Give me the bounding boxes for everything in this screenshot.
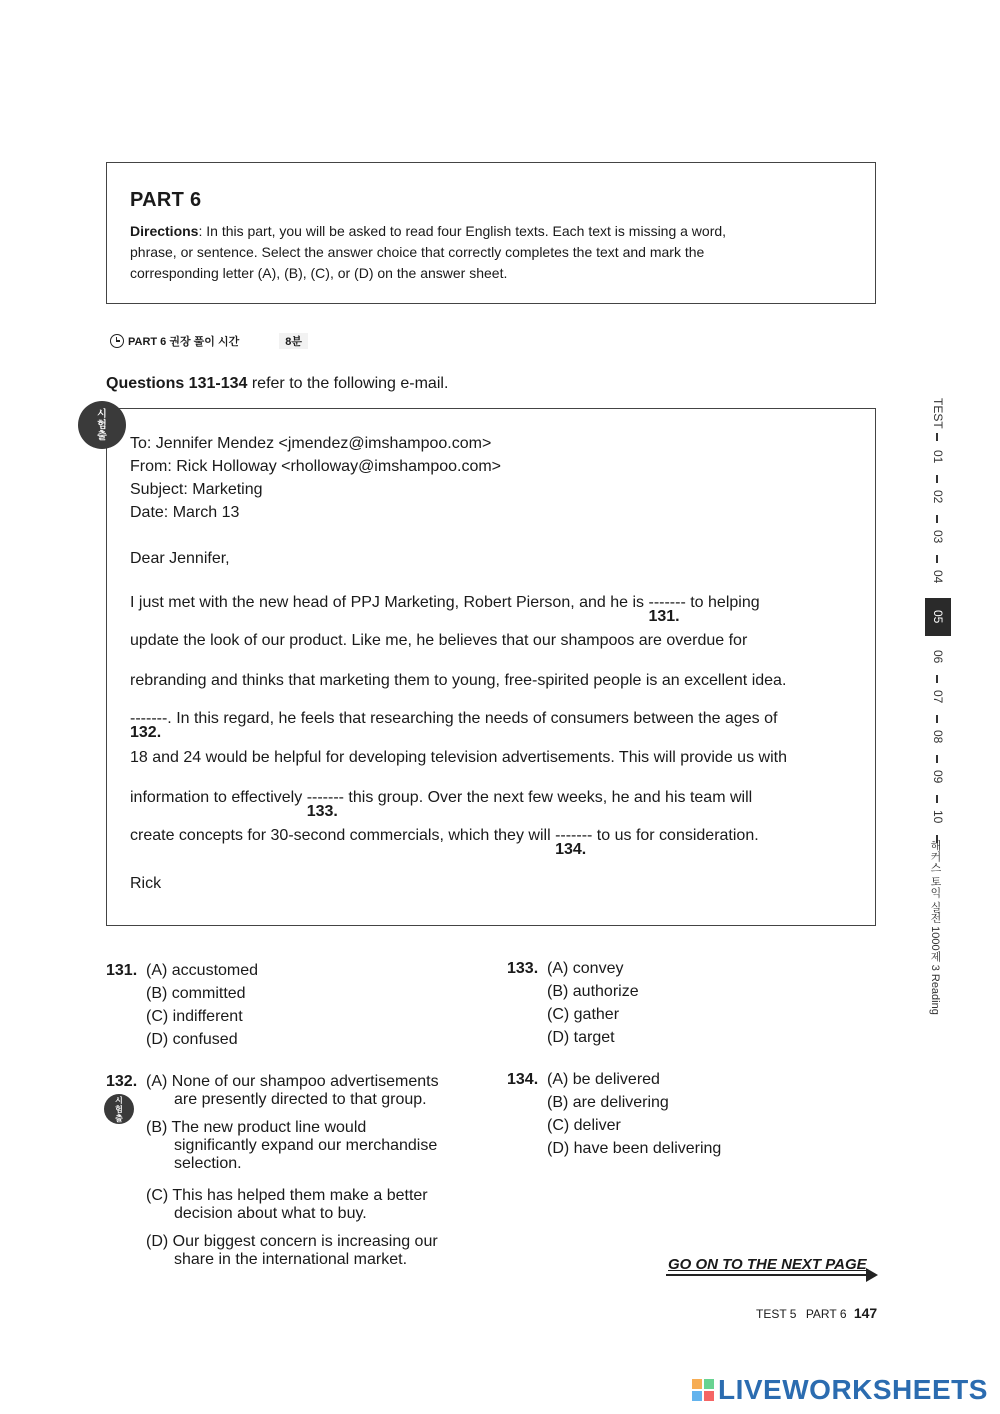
q132-choice-c[interactable]	[146, 1187, 428, 1223]
go-next-page-text: GO ON TO THE NEXT PAGE	[668, 1256, 867, 1273]
tab-divider	[936, 715, 938, 723]
body-text: . In this regard, he feels that researching the needs of consumers between the ages of	[167, 710, 778, 727]
directions-line-2: phrase, or sentence. Select the answer choice that correctly completes the text and mark the	[130, 244, 705, 260]
directions-line-1: : In this part, you will be asked to read four English texts. Each text is missing a word,	[198, 223, 727, 239]
q131-choice-d[interactable]: (D) confused	[146, 1031, 238, 1048]
q134-choice-b[interactable]: (B) are delivering	[547, 1094, 669, 1111]
q134-choice-a[interactable]: (A) be delivered	[547, 1071, 660, 1088]
liveworksheets-logo	[692, 1374, 988, 1406]
email-body-line-5: 18 and 24 would be helpful for developing television advertisements. This will provide us with	[130, 749, 787, 766]
q133-choice-c[interactable]: (C) gather	[547, 1006, 620, 1023]
blank-dashes: -------	[648, 594, 686, 611]
body-text: to helping	[685, 594, 760, 611]
blank-number: 133.	[306, 803, 338, 820]
time-minutes: 8분	[279, 333, 308, 349]
logo-text: LIVEWORKSHEETS	[718, 1374, 988, 1405]
tab-07[interactable]: 07	[931, 690, 945, 704]
blank-134[interactable]	[555, 827, 593, 858]
q133-choice-b[interactable]: (B) authorize	[547, 983, 639, 1000]
email-signature: Rick	[130, 875, 162, 892]
tab-03[interactable]: 03	[931, 530, 945, 544]
tab-05-active[interactable]: 05	[925, 598, 951, 636]
q132-choice-d[interactable]	[146, 1233, 438, 1269]
q131-choice-c[interactable]: (C) indifferent	[146, 1008, 243, 1025]
book-title-vertical: 해커스 토익 실전 1000제 3 Reading	[929, 840, 941, 1015]
tab-02[interactable]: 02	[931, 490, 945, 504]
part-title: PART 6	[130, 189, 202, 211]
directions-text	[130, 221, 830, 284]
blank-number: 131.	[648, 608, 680, 625]
tab-09[interactable]: 09	[931, 770, 945, 784]
directions-line-3: corresponding letter (A), (B), (C), or (D) on the answer sheet.	[130, 265, 508, 281]
email-body-line-7	[130, 827, 759, 858]
question-131-number: 131.	[106, 962, 138, 979]
blank-dashes: -------	[306, 789, 344, 806]
blank-133[interactable]	[306, 789, 344, 820]
tab-04[interactable]: 04	[931, 570, 945, 584]
email-to: To: Jennifer Mendez <jmendez@imshampoo.com>	[130, 435, 492, 452]
q131-choice-a[interactable]: (A) accustomed	[146, 962, 259, 979]
page-footer	[756, 1305, 877, 1321]
question-133-number: 133.	[507, 960, 539, 977]
exam-badge-small-icon	[104, 1094, 134, 1124]
questions-intro-rest: refer to the following e-mail.	[247, 375, 449, 392]
footer-test: TEST 5	[756, 1307, 797, 1321]
questions-range: Questions 131-134	[106, 375, 248, 392]
clock-icon	[110, 334, 124, 348]
email-body-line-1	[130, 594, 760, 625]
questions-intro	[106, 375, 448, 393]
tab-08[interactable]: 08	[931, 730, 945, 744]
next-page-arrow-line	[666, 1274, 866, 1276]
blank-number: 132.	[130, 724, 162, 741]
body-text: this group. Over the next few weeks, he and his team will	[343, 789, 753, 806]
tab-test-label: TEST	[931, 397, 945, 429]
email-from: From: Rick Holloway <rholloway@imshampoo.com>	[130, 458, 502, 475]
choice-text: (A) None of our shampoo advertisements	[146, 1073, 439, 1090]
choice-text: significantly expand our merchandise	[174, 1137, 438, 1154]
choice-text: (B) The new product line would	[146, 1119, 367, 1136]
email-date: Date: March 13	[130, 504, 240, 521]
question-132-number: 132.	[106, 1073, 138, 1090]
q132-choice-b[interactable]	[146, 1119, 437, 1173]
choice-text: selection.	[174, 1155, 242, 1172]
time-label: PART 6 권장 풀이 시간	[128, 336, 240, 348]
blank-dashes: -------	[555, 827, 593, 844]
choice-text: decision about what to buy.	[174, 1205, 367, 1222]
email-body-line-2: update the look of our product. Like me, he believes that our shampoos are overdue for	[130, 632, 748, 649]
blank-dashes: -------	[130, 710, 168, 727]
footer-part: PART 6	[805, 1307, 847, 1321]
badge-text: 시 험 출	[97, 408, 107, 442]
tab-10[interactable]: 10	[931, 810, 945, 824]
email-subject: Subject: Marketing	[130, 481, 263, 498]
tab-01[interactable]: 01	[931, 450, 945, 464]
blank-number: 134.	[555, 841, 587, 858]
tab-divider	[936, 475, 938, 483]
q134-choice-d[interactable]: (D) have been delivering	[547, 1140, 722, 1157]
choice-text: (D) Our biggest concern is increasing our	[146, 1233, 438, 1250]
tab-divider	[936, 795, 938, 803]
q133-choice-a[interactable]: (A) convey	[547, 960, 624, 977]
tab-divider	[936, 515, 938, 523]
blank-132[interactable]	[130, 710, 168, 741]
blank-131[interactable]	[648, 594, 686, 625]
directions-label: Directions	[130, 223, 199, 239]
page-number: 147	[853, 1305, 878, 1321]
body-text: to us for consideration.	[592, 827, 759, 844]
tab-divider	[936, 675, 938, 683]
choice-text: (C) This has helped them make a better	[146, 1187, 428, 1204]
arrow-right-icon	[866, 1268, 878, 1282]
logo-mark-icon	[692, 1379, 714, 1401]
tab-divider	[936, 433, 938, 441]
email-greeting: Dear Jennifer,	[130, 550, 230, 567]
body-text: I just met with the new head of PPJ Marketing, Robert Pierson, and he is	[130, 594, 649, 611]
body-text: information to effectively	[130, 789, 307, 806]
question-134-number: 134.	[507, 1071, 539, 1088]
email-body-line-6	[130, 789, 753, 820]
tab-divider	[936, 755, 938, 763]
exam-badge-icon	[78, 401, 126, 449]
choice-text: are presently directed to that group.	[174, 1091, 427, 1108]
tab-divider	[936, 555, 938, 563]
q131-choice-b[interactable]: (B) committed	[146, 985, 246, 1002]
choice-text: share in the international market.	[174, 1251, 408, 1268]
recommended-time	[110, 333, 308, 349]
email-body-line-4	[130, 710, 778, 741]
q134-choice-c[interactable]: (C) deliver	[547, 1117, 621, 1134]
q132-choice-a[interactable]	[146, 1073, 439, 1109]
tab-06[interactable]: 06	[931, 650, 945, 664]
badge-text-small: 시 험 출	[115, 1095, 123, 1123]
q133-choice-d[interactable]: (D) target	[547, 1029, 615, 1046]
body-text: create concepts for 30-second commercials, which they will	[130, 827, 556, 844]
email-body-line-3: rebranding and thinks that marketing them to young, free-spirited people is an excellent idea.	[130, 672, 787, 689]
